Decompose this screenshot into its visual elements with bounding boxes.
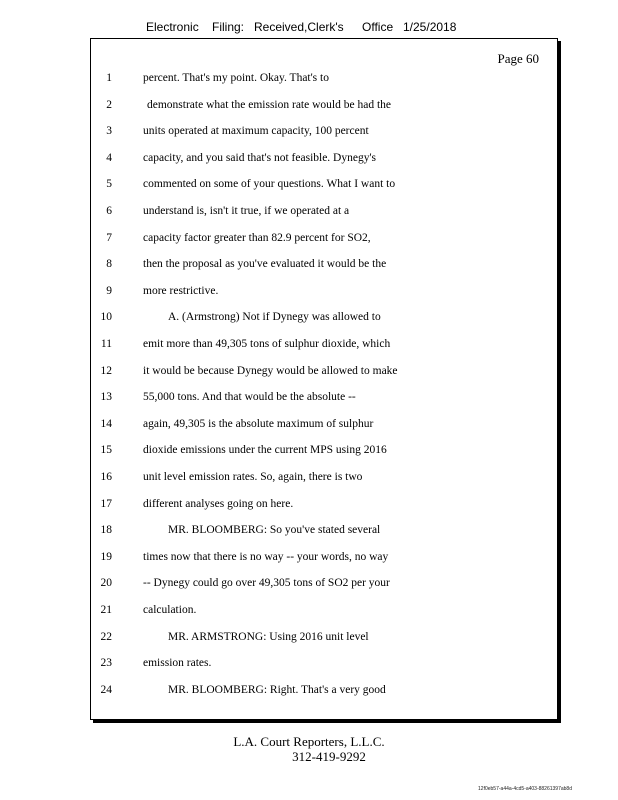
line-text: 55,000 tons. And that would be the absolute -- <box>143 391 356 404</box>
transcript-line <box>91 444 557 462</box>
transcript-line <box>91 152 557 170</box>
line-text: again, 49,305 is the absolute maximum of sulphur <box>143 417 374 430</box>
transcript-line <box>91 99 557 117</box>
transcript-line <box>91 125 557 143</box>
line-number: 23 <box>100 657 112 670</box>
line-number: 14 <box>100 417 112 430</box>
line-text: calculation. <box>143 604 197 616</box>
line-number: 20 <box>100 577 112 590</box>
line-text: dioxide emissions under the current MPS using 2016 <box>143 444 387 457</box>
line-number: 21 <box>100 604 112 616</box>
footer-phone: 312-419-9292 <box>292 749 366 764</box>
transcript-line <box>91 577 557 595</box>
line-number: 10 <box>100 311 112 324</box>
line-number: 17 <box>100 497 112 510</box>
line-number: 12 <box>100 364 112 377</box>
line-text: percent. That's my point. Okay. That's to <box>143 72 329 84</box>
header-office: Office <box>362 20 394 34</box>
transcript-line <box>91 232 557 250</box>
line-text: MR. ARMSTRONG: Using 2016 unit level <box>168 630 369 643</box>
line-number: 16 <box>100 471 112 483</box>
line-text: MR. BLOOMBERG: Right. That's a very good <box>168 683 386 696</box>
line-text: units operated at maximum capacity, 100 percent <box>143 125 369 138</box>
line-number: 24 <box>100 683 112 696</box>
page-number: Page 60 <box>497 51 539 66</box>
line-text: capacity, and you said that's not feasible. Dynegy's <box>143 151 377 164</box>
line-text: then the proposal as you've evaluated it would be the <box>143 258 387 271</box>
line-text: times now that there is no way -- your words, no way <box>143 550 389 563</box>
header-date: 1/25/2018 <box>403 20 457 34</box>
line-text: more restrictive. <box>143 284 219 297</box>
line-text: A. (Armstrong) Not if Dynegy was allowed to <box>168 311 381 324</box>
footer-company: L.A. Court Reporters, L.L.C. <box>233 734 385 749</box>
line-text: emission rates. <box>143 657 212 670</box>
line-number: 15 <box>100 444 112 457</box>
line-number: 7 <box>106 231 112 244</box>
transcript-line <box>91 631 557 649</box>
line-number: 8 <box>106 258 112 271</box>
transcript-line <box>91 338 557 356</box>
line-number: 11 <box>100 338 112 350</box>
line-number: 4 <box>106 151 112 164</box>
header-filing: Filing: <box>212 20 245 34</box>
line-number: 9 <box>106 284 112 297</box>
line-number: 1 <box>106 72 112 84</box>
filing-header <box>0 20 618 36</box>
line-text: -- Dynegy could go over 49,305 tons of SO2 per your <box>143 577 390 590</box>
line-number: 3 <box>106 125 112 138</box>
line-text: capacity factor greater than 82.9 percent for SO2, <box>143 231 371 244</box>
transcript-line <box>91 205 557 223</box>
line-number: 2 <box>106 98 112 111</box>
line-text: demonstrate what the emission rate would be had the <box>147 98 391 111</box>
transcript-line <box>91 471 557 489</box>
transcript-line <box>91 684 557 702</box>
line-number: 13 <box>100 391 112 404</box>
transcript-line <box>91 178 557 196</box>
header-electronic: Electronic <box>146 20 199 34</box>
line-text: emit more than 49,305 tons of sulphur dioxide, which <box>143 338 391 350</box>
line-number: 5 <box>106 178 112 191</box>
transcript-line <box>91 258 557 276</box>
line-text: unit level emission rates. So, again, there is two <box>143 471 363 483</box>
transcript-line <box>91 311 557 329</box>
line-number: 19 <box>100 550 112 563</box>
transcript-line <box>91 604 557 622</box>
transcript-line <box>91 365 557 383</box>
transcript-line <box>91 418 557 436</box>
line-text: different analyses going on here. <box>143 497 294 510</box>
header-received: Received,Clerk's <box>254 20 344 34</box>
transcript-line <box>91 498 557 516</box>
line-number: 22 <box>100 630 112 643</box>
transcript-line <box>91 551 557 569</box>
line-number: 18 <box>100 524 112 537</box>
line-text: it would be because Dynegy would be allowed to make <box>143 364 398 377</box>
transcript-line <box>91 657 557 675</box>
line-text: understand is, isn't it true, if we operated at a <box>143 205 350 217</box>
line-number: 6 <box>106 205 112 217</box>
transcript-line <box>91 285 557 303</box>
line-text: commented on some of your questions. What I want to <box>143 178 396 191</box>
transcript-line <box>91 391 557 409</box>
transcript-page <box>90 38 558 720</box>
transcript-line <box>91 72 557 90</box>
line-text: MR. BLOOMBERG: So you've stated several <box>168 524 381 537</box>
document-id: 12f0eb57-a44a-4cd5-a403-88261397ab8d <box>478 786 572 792</box>
transcript-line <box>91 524 557 542</box>
